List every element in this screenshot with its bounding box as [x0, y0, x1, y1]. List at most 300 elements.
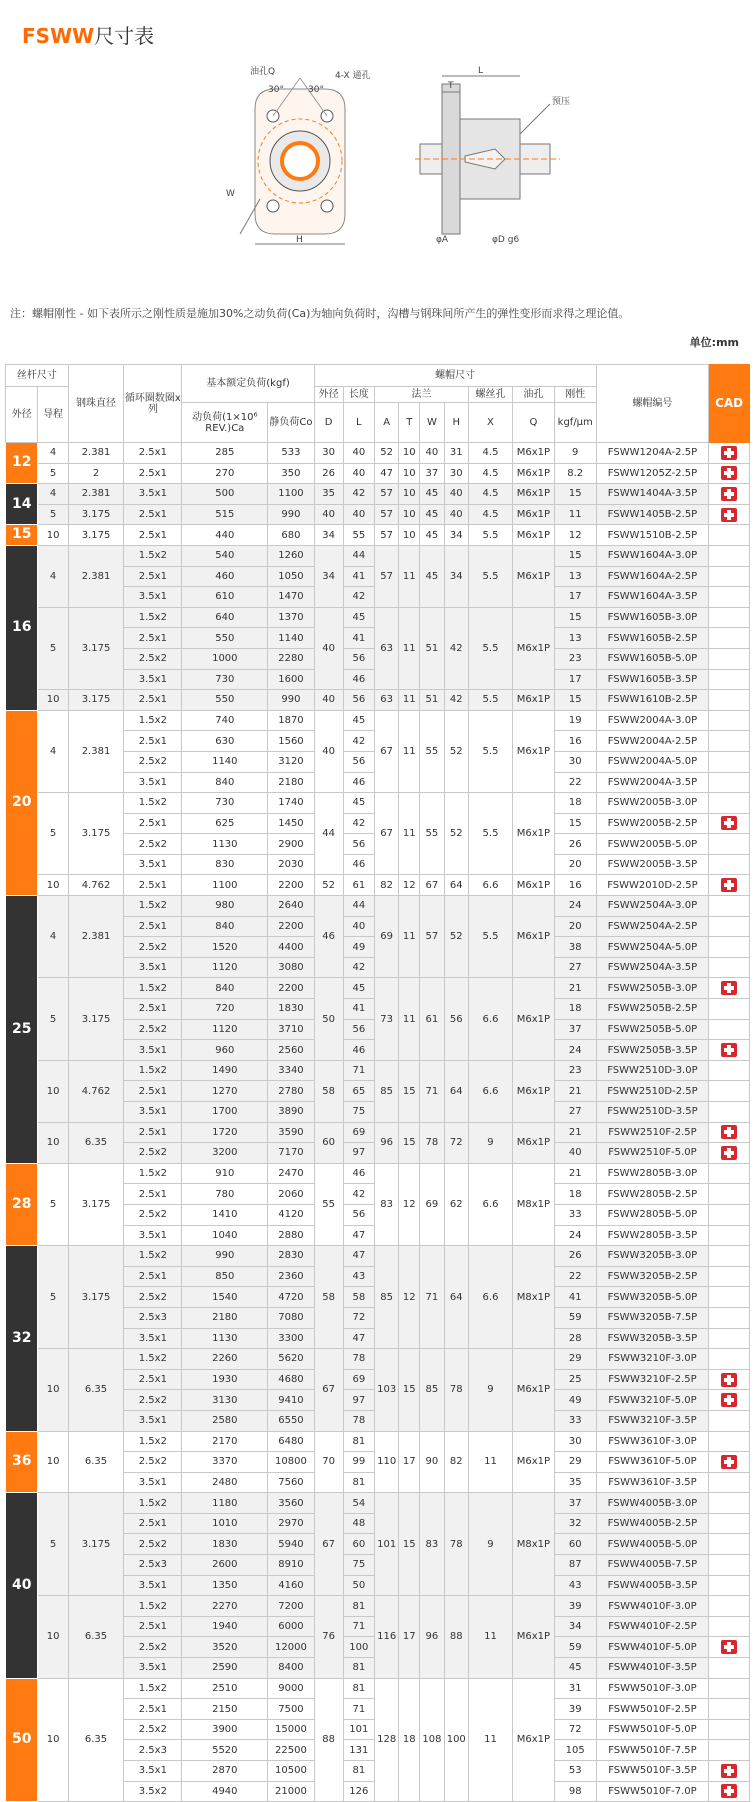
cell-model: FSWW4010F-2.5P: [596, 1616, 709, 1637]
cell-h: 52: [444, 793, 468, 875]
cell-model: FSWW3610F-3.0P: [596, 1431, 709, 1452]
cell-ca: 1940: [182, 1616, 268, 1637]
cad-cell: [709, 669, 750, 690]
cell-q: M6x1P: [513, 607, 555, 689]
cad-cell: [709, 772, 750, 793]
cell-co: 2880: [268, 1225, 314, 1246]
cell-rig: 15: [554, 545, 596, 566]
cell-a: 63: [374, 607, 398, 689]
cell-a: 57: [374, 545, 398, 607]
cell-x: 5.5: [468, 690, 512, 711]
cell-l: 42: [343, 1184, 374, 1205]
header-dyn: 动负荷(1×10⁶ REV.)Ca: [182, 403, 268, 443]
cell-ca: 1830: [182, 1534, 268, 1555]
cell-l: 81: [343, 1472, 374, 1493]
cad-download-icon[interactable]: [721, 1455, 737, 1469]
cell-model: FSWW3205B-3.0P: [596, 1246, 709, 1267]
cell-circ: 1.5x2: [124, 710, 182, 731]
table-row: [6, 1163, 750, 1184]
cell-l: 46: [343, 1163, 374, 1184]
cad-cell: [709, 1102, 750, 1123]
cell-co: 2060: [268, 1184, 314, 1205]
cell-rig: 30: [554, 751, 596, 772]
cell-l: 78: [343, 1349, 374, 1370]
cell-model: FSWW2004A-5.0P: [596, 751, 709, 772]
cell-ca: 1000: [182, 648, 268, 669]
cell-x: 6.6: [468, 978, 512, 1060]
cell-circ: 2.5x1: [124, 1122, 182, 1143]
cell-model: FSWW2505B-3.5P: [596, 1040, 709, 1061]
cell-ball: 3.175: [68, 1246, 124, 1349]
cell-t: 11: [399, 793, 420, 875]
cell-lead: 4: [38, 443, 68, 464]
cell-w: 90: [420, 1431, 444, 1493]
cell-l: 69: [343, 1122, 374, 1143]
cell-od: 20: [6, 710, 38, 895]
cell-rig: 43: [554, 1575, 596, 1596]
cell-model: FSWW2005B-3.0P: [596, 793, 709, 814]
cad-download-icon[interactable]: [721, 981, 737, 995]
cad-download-icon[interactable]: [721, 1640, 737, 1654]
cell-model: FSWW4005B-3.5P: [596, 1575, 709, 1596]
cell-model: FSWW1604A-3.0P: [596, 545, 709, 566]
cell-lead: 5: [38, 504, 68, 525]
cell-a: 47: [374, 463, 398, 484]
cell-model: FSWW3210F-2.5P: [596, 1369, 709, 1390]
cell-a: 103: [374, 1349, 398, 1431]
table-row: [6, 710, 750, 731]
cad-download-icon[interactable]: [721, 1043, 737, 1057]
cell-ca: 830: [182, 854, 268, 875]
cad-cell: [709, 545, 750, 566]
cell-co: 6550: [268, 1410, 314, 1431]
cell-t: 17: [399, 1596, 420, 1678]
cell-d: 34: [314, 525, 343, 546]
cell-ball: 4.762: [68, 1060, 124, 1122]
cad-download-icon[interactable]: [721, 1784, 737, 1798]
cell-model: FSWW2504A-2.5P: [596, 916, 709, 937]
cell-rig: 37: [554, 1019, 596, 1040]
header-screwhole: 螺丝孔: [468, 387, 512, 403]
cell-q: M6x1P: [513, 875, 555, 896]
cell-ca: 840: [182, 916, 268, 937]
cad-download-icon[interactable]: [721, 1764, 737, 1778]
cell-rig: 38: [554, 937, 596, 958]
cell-l: 45: [343, 793, 374, 814]
cell-a: 57: [374, 504, 398, 525]
cell-rig: 11: [554, 504, 596, 525]
cell-rig: 29: [554, 1349, 596, 1370]
cell-ball: 2: [68, 463, 124, 484]
cad-cell: [709, 1493, 750, 1514]
cell-model: FSWW5010F-7.5P: [596, 1740, 709, 1761]
cell-l: 65: [343, 1081, 374, 1102]
cell-co: 21000: [268, 1781, 314, 1802]
cell-ball: 3.175: [68, 607, 124, 689]
header-nut-od: 外径: [314, 387, 343, 403]
cell-circ: 1.5x2: [124, 607, 182, 628]
cell-w: 40: [420, 443, 444, 464]
cell-circ: 3.5x1: [124, 957, 182, 978]
cell-ca: 610: [182, 587, 268, 608]
cell-ball: 2.381: [68, 443, 124, 464]
cell-co: 1260: [268, 545, 314, 566]
cell-w: 37: [420, 463, 444, 484]
header-W: W: [420, 403, 444, 443]
cell-l: 47: [343, 1328, 374, 1349]
cad-cell: [709, 1328, 750, 1349]
cell-rig: 15: [554, 484, 596, 505]
cell-a: 82: [374, 875, 398, 896]
cell-circ: 2.5x1: [124, 463, 182, 484]
cad-cell: [709, 957, 750, 978]
cell-l: 40: [343, 916, 374, 937]
cell-rig: 37: [554, 1493, 596, 1514]
cell-rig: 45: [554, 1658, 596, 1679]
cell-circ: 2.5x2: [124, 1719, 182, 1740]
cell-ball: 3.175: [68, 1493, 124, 1596]
cell-co: 15000: [268, 1719, 314, 1740]
cell-co: 2200: [268, 978, 314, 999]
cell-h: 31: [444, 443, 468, 464]
cad-download-icon[interactable]: [721, 1393, 737, 1407]
cell-l: 42: [343, 957, 374, 978]
cell-circ: 2.5x3: [124, 1740, 182, 1761]
cell-d: 58: [314, 1060, 343, 1122]
cell-rig: 33: [554, 1204, 596, 1225]
cad-download-icon[interactable]: [721, 1146, 737, 1160]
cell-rig: 87: [554, 1555, 596, 1576]
cell-lead: 10: [38, 1060, 68, 1122]
cad-download-icon[interactable]: [721, 466, 737, 480]
cell-x: 5.5: [468, 710, 512, 792]
cell-rig: 98: [554, 1781, 596, 1802]
cell-w: 83: [420, 1493, 444, 1596]
cell-od: 12: [6, 443, 38, 484]
cad-cell: [709, 1349, 750, 1370]
cell-t: 12: [399, 875, 420, 896]
header-X: X: [468, 403, 512, 443]
cad-download-icon[interactable]: [721, 1373, 737, 1387]
cell-circ: 3.5x1: [124, 1328, 182, 1349]
cell-lead: 10: [38, 525, 68, 546]
cad-cell: [709, 1472, 750, 1493]
cell-model: FSWW3610F-5.0P: [596, 1452, 709, 1473]
cell-t: 10: [399, 525, 420, 546]
cell-model: FSWW2510D-2.5P: [596, 1081, 709, 1102]
cell-model: FSWW2004A-2.5P: [596, 731, 709, 752]
cad-cell: [709, 1699, 750, 1720]
cell-rig: 20: [554, 916, 596, 937]
cell-x: 9: [468, 1349, 512, 1431]
header-rigidity: 刚性: [554, 387, 596, 403]
cell-ca: 460: [182, 566, 268, 587]
cell-co: 2030: [268, 854, 314, 875]
cell-rig: 49: [554, 1390, 596, 1411]
cad-download-icon[interactable]: [721, 508, 737, 522]
cell-co: 1100: [268, 484, 314, 505]
header-nut-len: 长度: [343, 387, 374, 403]
cad-cell: [709, 1575, 750, 1596]
cell-l: 48: [343, 1513, 374, 1534]
cad-cell: [709, 648, 750, 669]
cell-h: 64: [444, 1060, 468, 1122]
cell-co: 4720: [268, 1287, 314, 1308]
cell-co: 350: [268, 463, 314, 484]
cell-od: 36: [6, 1431, 38, 1493]
cell-co: 2180: [268, 772, 314, 793]
cell-model: FSWW1605B-3.0P: [596, 607, 709, 628]
cell-co: 3120: [268, 751, 314, 772]
cell-d: 67: [314, 1349, 343, 1431]
cell-t: 10: [399, 443, 420, 464]
cell-co: 7080: [268, 1307, 314, 1328]
table-row: [6, 504, 750, 525]
cell-rig: 24: [554, 1225, 596, 1246]
cell-l: 99: [343, 1452, 374, 1473]
cell-circ: 2.5x2: [124, 1452, 182, 1473]
cell-ca: 1720: [182, 1122, 268, 1143]
cad-cell: [709, 1740, 750, 1761]
table-row: [6, 690, 750, 711]
cell-ca: 730: [182, 793, 268, 814]
cell-circ: 2.5x2: [124, 751, 182, 772]
cell-q: M6x1P: [513, 690, 555, 711]
cell-ca: 3370: [182, 1452, 268, 1473]
cell-lead: 10: [38, 690, 68, 711]
cell-lead: 4: [38, 545, 68, 607]
cad-cell: [709, 628, 750, 649]
cell-model: FSWW1604A-3.5P: [596, 587, 709, 608]
table-row: [6, 1493, 750, 1514]
cell-l: 81: [343, 1596, 374, 1617]
cell-ca: 4940: [182, 1781, 268, 1802]
cell-l: 43: [343, 1266, 374, 1287]
cell-w: 57: [420, 896, 444, 978]
cell-model: FSWW3210F-3.0P: [596, 1349, 709, 1370]
cell-co: 1740: [268, 793, 314, 814]
cell-model: FSWW2504A-3.5P: [596, 957, 709, 978]
cell-model: FSWW2505B-3.0P: [596, 978, 709, 999]
cell-ca: 2580: [182, 1410, 268, 1431]
cell-co: 2970: [268, 1513, 314, 1534]
cell-ca: 1700: [182, 1102, 268, 1123]
cell-model: FSWW2010D-2.5P: [596, 875, 709, 896]
cad-cell: [709, 1060, 750, 1081]
cell-model: FSWW3205B-3.5P: [596, 1328, 709, 1349]
cell-l: 131: [343, 1740, 374, 1761]
cell-co: 2200: [268, 916, 314, 937]
cad-cell: [709, 1081, 750, 1102]
cell-co: 1830: [268, 999, 314, 1020]
cad-cell: [709, 1431, 750, 1452]
cell-ca: 630: [182, 731, 268, 752]
cell-od: 15: [6, 525, 38, 546]
cell-x: 5.5: [468, 525, 512, 546]
cell-rig: 20: [554, 854, 596, 875]
cell-od: 14: [6, 484, 38, 525]
cell-model: FSWW2805B-3.0P: [596, 1163, 709, 1184]
cell-l: 71: [343, 1616, 374, 1637]
cad-download-icon[interactable]: [721, 487, 737, 501]
cad-cell: [709, 1781, 750, 1802]
cell-w: 51: [420, 607, 444, 689]
cell-co: 1140: [268, 628, 314, 649]
cell-l: 81: [343, 1678, 374, 1699]
cad-download-icon[interactable]: [721, 816, 737, 830]
header-H: H: [444, 403, 468, 443]
cell-rig: 28: [554, 1328, 596, 1349]
cell-t: 15: [399, 1060, 420, 1122]
cell-l: 126: [343, 1781, 374, 1802]
cell-rig: 23: [554, 648, 596, 669]
unit-label: 单位:mm: [689, 336, 739, 349]
cell-circ: 1.5x2: [124, 978, 182, 999]
cell-co: 10800: [268, 1452, 314, 1473]
cell-l: 56: [343, 1204, 374, 1225]
header-cad: CAD: [709, 365, 750, 443]
cad-cell: [709, 1719, 750, 1740]
cell-model: FSWW1204A-2.5P: [596, 443, 709, 464]
cell-h: 78: [444, 1493, 468, 1596]
cell-rig: 40: [554, 1143, 596, 1164]
cell-a: 63: [374, 690, 398, 711]
cell-d: 50: [314, 978, 343, 1060]
cell-lead: 10: [38, 1596, 68, 1678]
dimension-diagram: [220, 64, 650, 294]
cell-model: FSWW2510F-2.5P: [596, 1122, 709, 1143]
cad-download-icon[interactable]: [721, 1125, 737, 1139]
cell-w: 55: [420, 793, 444, 875]
cad-cell: [709, 1143, 750, 1164]
cell-ca: 2590: [182, 1658, 268, 1679]
cell-circ: 2.5x1: [124, 1081, 182, 1102]
cell-ball: 6.35: [68, 1349, 124, 1431]
stiffness-note: 注：螺帽刚性 - 如下表所示之刚性质是施加30%之动负荷(Ca)为轴向负荷时，沟槽与钢珠间所产生的弹性变形而求得之理论值。: [10, 307, 630, 320]
cell-w: 71: [420, 1060, 444, 1122]
cell-circ: 3.5x2: [124, 1781, 182, 1802]
cell-d: 58: [314, 1246, 343, 1349]
cad-cell: [709, 1637, 750, 1658]
cell-rig: 27: [554, 1102, 596, 1123]
cell-q: M6x1P: [513, 896, 555, 978]
header-screw: 丝杆尺寸: [6, 365, 69, 387]
cell-q: M6x1P: [513, 1596, 555, 1678]
cell-l: 46: [343, 854, 374, 875]
cad-download-icon[interactable]: [721, 446, 737, 460]
cell-d: 40: [314, 607, 343, 689]
cad-cell: [709, 690, 750, 711]
cell-l: 56: [343, 1019, 374, 1040]
cad-cell: [709, 1452, 750, 1473]
cell-rig: 13: [554, 628, 596, 649]
cell-x: 4.5: [468, 443, 512, 464]
cell-l: 97: [343, 1143, 374, 1164]
cell-l: 55: [343, 525, 374, 546]
cad-cell: [709, 1390, 750, 1411]
table-row: [6, 978, 750, 999]
header-stat: 静负荷Co: [268, 403, 314, 443]
cell-rig: 21: [554, 978, 596, 999]
cell-co: 1600: [268, 669, 314, 690]
cell-l: 58: [343, 1287, 374, 1308]
cell-circ: 2.5x2: [124, 1204, 182, 1225]
cell-x: 5.5: [468, 793, 512, 875]
cell-rig: 32: [554, 1513, 596, 1534]
cell-rig: 33: [554, 1410, 596, 1431]
cell-q: M6x1P: [513, 1349, 555, 1431]
cad-cell: [709, 1678, 750, 1699]
cad-cell: [709, 1534, 750, 1555]
cell-ca: 540: [182, 545, 268, 566]
cell-t: 12: [399, 1163, 420, 1245]
cell-rig: 17: [554, 587, 596, 608]
cell-circ: 3.5x1: [124, 772, 182, 793]
cell-w: 71: [420, 1246, 444, 1349]
header-Q: Q: [513, 403, 555, 443]
cell-ca: 3200: [182, 1143, 268, 1164]
cell-l: 75: [343, 1555, 374, 1576]
cell-l: 42: [343, 484, 374, 505]
cad-cell: [709, 1040, 750, 1061]
cell-circ: 2.5x2: [124, 1534, 182, 1555]
cad-cell: [709, 1761, 750, 1782]
header-load: 基本额定负荷(kgf): [182, 365, 314, 403]
cell-model: FSWW5010F-7.0P: [596, 1781, 709, 1802]
cad-cell: [709, 525, 750, 546]
cell-circ: 2.5x1: [124, 731, 182, 752]
cell-rig: 21: [554, 1122, 596, 1143]
cell-lead: 10: [38, 1678, 68, 1802]
cell-rig: 30: [554, 1431, 596, 1452]
cell-ca: 500: [182, 484, 268, 505]
cell-co: 2780: [268, 1081, 314, 1102]
cell-x: 11: [468, 1596, 512, 1678]
cell-model: FSWW5010F-2.5P: [596, 1699, 709, 1720]
cell-co: 1870: [268, 710, 314, 731]
cell-co: 2280: [268, 648, 314, 669]
table-row: [6, 484, 750, 505]
cell-h: 64: [444, 875, 468, 896]
cell-q: M6x1P: [513, 504, 555, 525]
cell-l: 45: [343, 607, 374, 628]
cell-t: 11: [399, 545, 420, 607]
cell-model: FSWW2510D-3.0P: [596, 1060, 709, 1081]
cell-circ: 2.5x1: [124, 1699, 182, 1720]
cell-q: M6x1P: [513, 793, 555, 875]
cell-rig: 53: [554, 1761, 596, 1782]
table-row: [6, 1122, 750, 1143]
cell-x: 6.6: [468, 875, 512, 896]
cell-ca: 850: [182, 1266, 268, 1287]
cell-l: 41: [343, 566, 374, 587]
cell-h: 56: [444, 978, 468, 1060]
cell-q: M6x1P: [513, 484, 555, 505]
cell-lead: 10: [38, 1349, 68, 1431]
cad-cell: [709, 1555, 750, 1576]
cell-ca: 2600: [182, 1555, 268, 1576]
label-l: L: [478, 66, 484, 76]
cad-download-icon[interactable]: [721, 878, 737, 892]
cell-x: 4.5: [468, 484, 512, 505]
cell-l: 42: [343, 587, 374, 608]
cell-rig: 21: [554, 1163, 596, 1184]
cell-rig: 13: [554, 566, 596, 587]
cell-ball: 2.381: [68, 896, 124, 978]
cell-model: FSWW5010F-3.0P: [596, 1678, 709, 1699]
cell-l: 41: [343, 999, 374, 1020]
cell-ca: 625: [182, 813, 268, 834]
